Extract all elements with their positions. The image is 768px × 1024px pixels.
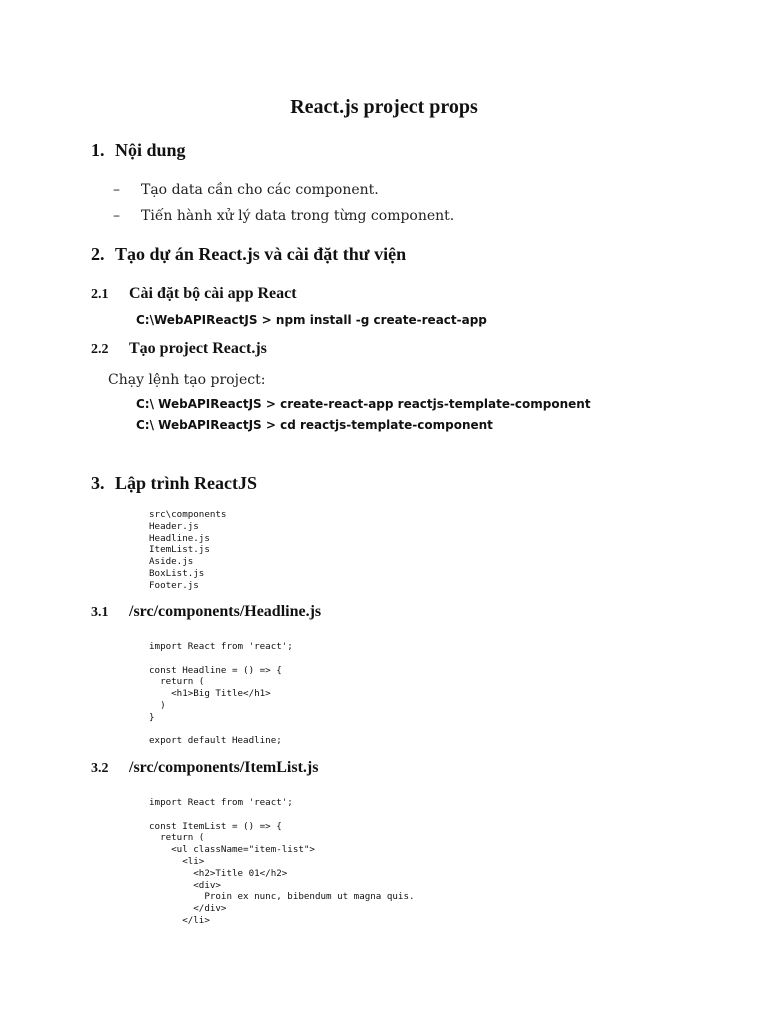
subsection-2-2-title: Tạo project React.js (129, 340, 267, 357)
section-1-heading (91, 140, 186, 161)
subsection-2-1-heading (91, 285, 297, 303)
subsection-2-1-number: 2.1 (91, 287, 109, 302)
code-block-itemlist: import React from 'react'; const ItemList = () => { return ( <ul className="item-list"> <li> <h2>Title 01</h2> <div> Proin ex nunc, bibendum ut magna quis. </div> </li> (149, 797, 415, 926)
subsection-3-1-heading (91, 603, 321, 621)
document-title: React.js project props (290, 96, 478, 118)
instruction-note: Chạy lệnh tạo project: (108, 372, 266, 388)
section-2-number: 2. (91, 244, 105, 264)
subsection-3-2-heading (91, 759, 318, 777)
section-1-title: Nội dung (115, 140, 186, 160)
subsection-2-2-number: 2.2 (91, 342, 109, 357)
subsection-3-1-number: 3.1 (91, 605, 109, 620)
code-block-headline: import React from 'react'; const Headline = () => { return ( <h1>Big Title</h1> ) } export default Headline; (149, 641, 293, 747)
bullet-text: Tiến hành xử lý data trong từng component. (141, 208, 455, 224)
command-line: C:\ WebAPIReactJS > create-react-app reactjs-template-component (136, 397, 591, 411)
section-3-heading (91, 473, 257, 494)
section-2-heading (91, 244, 406, 265)
subsection-2-1-title: Cài đặt bộ cài app React (129, 285, 297, 302)
subsection-2-2-heading (91, 340, 267, 358)
bullet-text: Tạo data cần cho các component. (141, 182, 379, 198)
command-line: C:\ WebAPIReactJS > cd reactjs-template-component (136, 418, 493, 432)
bullet-dash: – (113, 182, 120, 198)
bullet-dash: – (113, 208, 120, 224)
subsection-3-1-title: /src/components/Headline.js (129, 603, 322, 620)
section-1-number: 1. (91, 140, 105, 160)
section-2-title: Tạo dự án React.js và cài đặt thư viện (115, 244, 407, 264)
file-list: src\components Header.js Headline.js ItemList.js Aside.js BoxList.js Footer.js (149, 509, 227, 591)
section-3-number: 3. (91, 473, 105, 493)
command-line: C:\WebAPIReactJS > npm install -g create-react-app (136, 313, 487, 327)
subsection-3-2-number: 3.2 (91, 761, 109, 776)
section-3-title: Lập trình ReactJS (115, 473, 258, 493)
subsection-3-2-title: /src/components/ItemList.js (129, 759, 319, 776)
bullet-item (113, 208, 454, 224)
bullet-item (113, 182, 379, 198)
